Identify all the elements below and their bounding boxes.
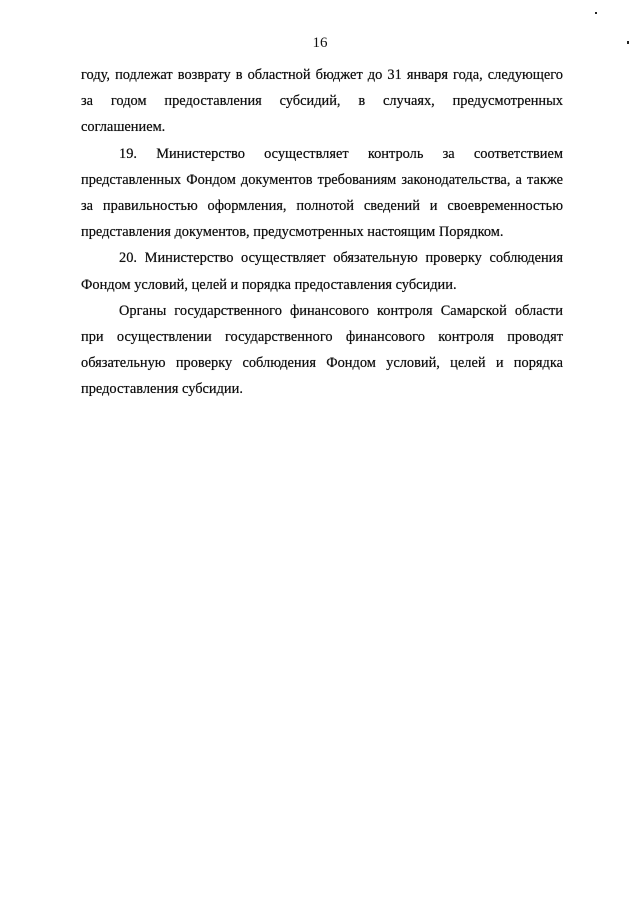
page-number: 16 [312, 35, 328, 51]
paragraph-item-20: 20. Министерство осуществляет обязательную проверку соблюдения Фондом условий, целей и порядка предоставления субсидии. [81, 250, 563, 293]
paragraph-continuation: году, подлежат возврату в областной бюджет до 31 января года, следующего за годом предоставления субсидий, в случаях, предусмотренных соглашением. [81, 67, 563, 136]
paragraph-item-19: 19. Министерство осуществляет контроль за соответствием представленных Фондом документов требованиям законодательства, а также за правильностью оформления, полнотой сведений и своевременностью представления документов, предусмотренных настоящим Порядком. [81, 145, 563, 241]
scan-speck [595, 12, 597, 14]
document-body [81, 62, 563, 403]
paragraph-control-bodies: Органы государственного финансового контроля Самарской области при осуществлении государственного финансового контроля проводят обязательную проверку соблюдения Фондом условий, целей и порядка предоставления субсидии. [81, 302, 563, 398]
